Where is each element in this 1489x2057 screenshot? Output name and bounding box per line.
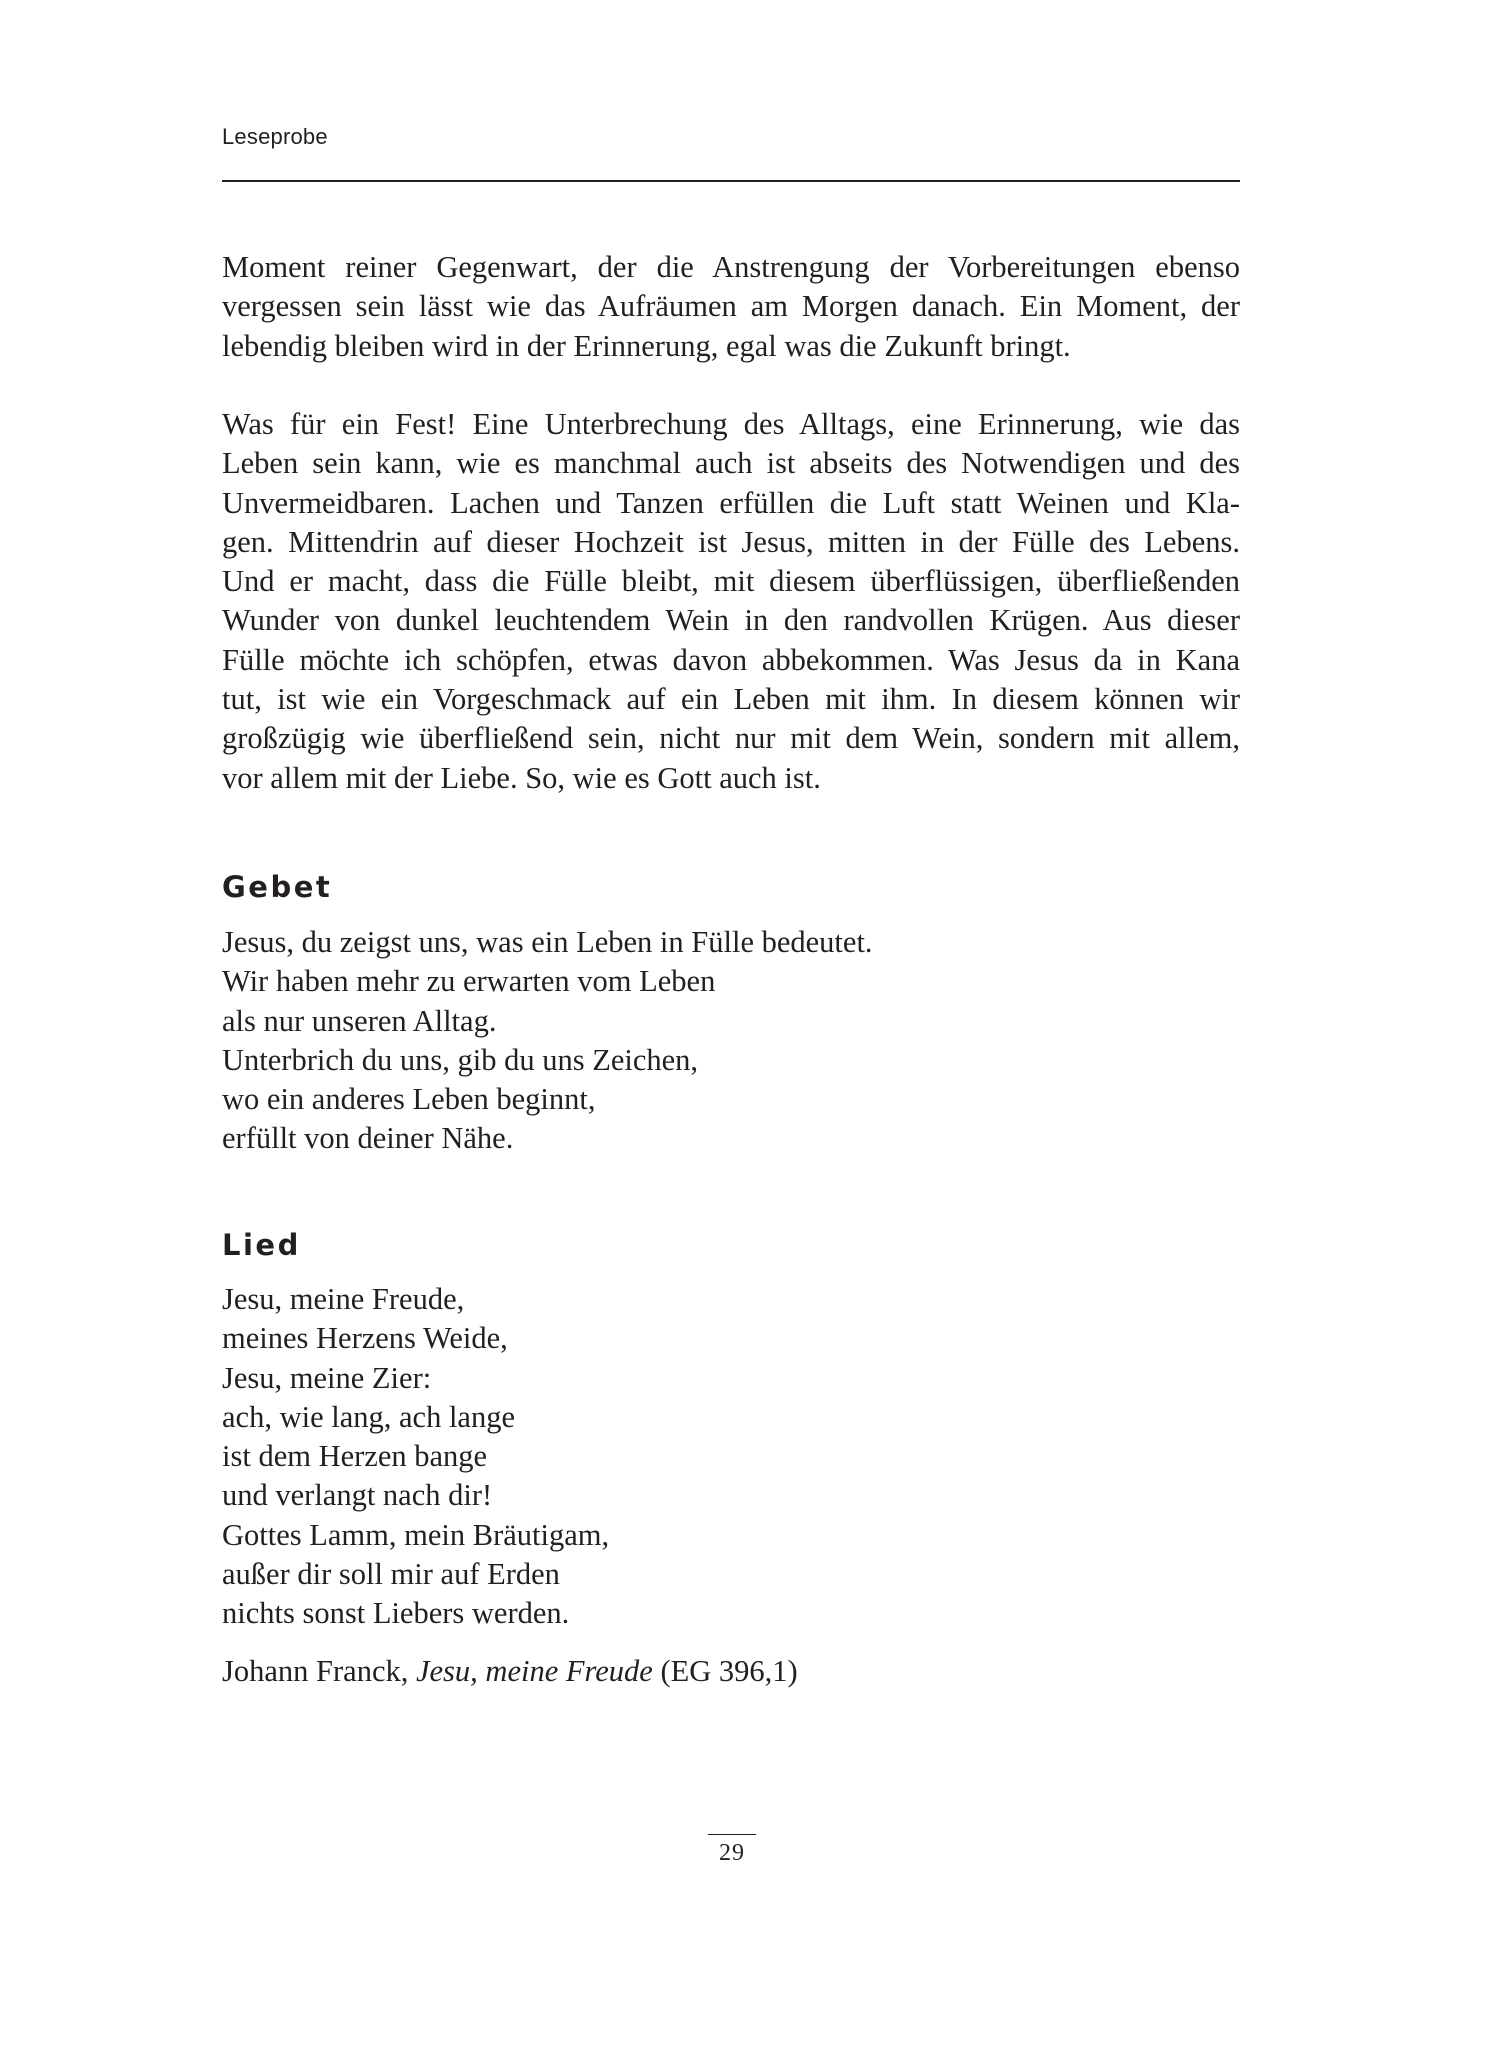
- verse-line: Jesu, meine Freude,: [222, 1282, 465, 1316]
- verse-line: außer dir soll mir auf Erden: [222, 1557, 560, 1592]
- paragraph-line: Fülle möchte ich schöpfen, etwas davon abbekommen. Was Jesus da in Kana: [222, 642, 1240, 677]
- body-text: [222, 405, 1240, 798]
- paragraph-line: Moment reiner Gegenwart, der die Anstrengung der Vorbereitungen ebenso: [222, 250, 1240, 284]
- verse-line: als nur unseren Alltag.: [222, 1003, 497, 1038]
- verse-line: Unterbrich du uns, gib du uns Zeichen,: [222, 1042, 699, 1077]
- song-citation: [222, 1652, 798, 1691]
- verse-line: Gottes Lamm, mein Bräutigam,: [222, 1517, 610, 1552]
- verse-line: nichts sonst Liebers werden.: [222, 1596, 570, 1631]
- header-rule: [222, 180, 1240, 182]
- verse-line: ach, wie lang, ach lange: [222, 1399, 515, 1434]
- verse-line: Jesus, du zeigst uns, was ein Leben in Fülle bedeutet.: [222, 925, 873, 959]
- paragraph-line: lebendig bleiben wird in der Erinnerung, egal was die Zukunft bringt.: [222, 328, 1071, 363]
- lied-verse: [222, 1280, 609, 1634]
- gebet-verse: [222, 923, 873, 1159]
- body-text: [222, 248, 1240, 366]
- verse-line: ist dem Herzen bange: [222, 1439, 488, 1474]
- paragraph-2: [222, 405, 1240, 798]
- paragraph-line: Unvermeidbaren. Lachen und Tanzen erfüllen die Luft statt Weinen und Kla-: [222, 485, 1240, 520]
- paragraph-line: gen. Mittendrin auf dieser Hochzeit ist Jesus, mitten in der Fülle des Lebens.: [222, 524, 1240, 559]
- paragraph-line: vergessen sein lässt wie das Aufräumen am Morgen danach. Ein Moment, der: [222, 289, 1240, 324]
- running-head: Leseprobe: [222, 124, 328, 149]
- page-number: 29: [719, 1840, 745, 1866]
- lied-heading: Lied: [222, 1228, 301, 1262]
- paragraph-line: Was für ein Fest! Eine Unterbrechung des Alltags, eine Erinnerung, wie das: [222, 407, 1240, 441]
- citation-title: Jesu, meine Freude: [415, 1654, 653, 1688]
- paragraph-line: großzügig wie überfließend sein, nicht nur mit dem Wein, sondern mit allem,: [222, 721, 1240, 756]
- gebet-heading: Gebet: [222, 870, 333, 904]
- paragraph-line: tut, ist wie ein Vorgeschmack auf ein Leben mit ihm. In diesem können wir: [222, 682, 1240, 717]
- verse-line: meines Herzens Weide,: [222, 1321, 508, 1356]
- verse-line: erfüllt von deiner Nähe.: [222, 1121, 514, 1156]
- paragraph-line: Und er macht, dass die Fülle bleibt, mit diesem überflüssigen, überfließenden: [222, 564, 1240, 599]
- verse-line: Wir haben mehr zu erwarten vom Leben: [222, 964, 716, 999]
- verse-line: Jesu, meine Zier:: [222, 1360, 432, 1395]
- citation-reference: (EG 396,1): [660, 1654, 798, 1688]
- folio-rule: [708, 1834, 756, 1835]
- citation-author: Johann Franck,: [222, 1654, 409, 1688]
- paragraph-line: Wunder von dunkel leuchtendem Wein in den randvollen Krügen. Aus dieser: [222, 603, 1240, 638]
- verse-line: und verlangt nach dir!: [222, 1478, 493, 1513]
- verse-line: wo ein anderes Leben beginnt,: [222, 1082, 596, 1117]
- paragraph-line: vor allem mit der Liebe. So, wie es Gott auch ist.: [222, 760, 821, 795]
- paragraph-1: [222, 248, 1240, 366]
- paragraph-line: Leben sein kann, wie es manchmal auch ist abseits des Notwendigen und des: [222, 446, 1240, 481]
